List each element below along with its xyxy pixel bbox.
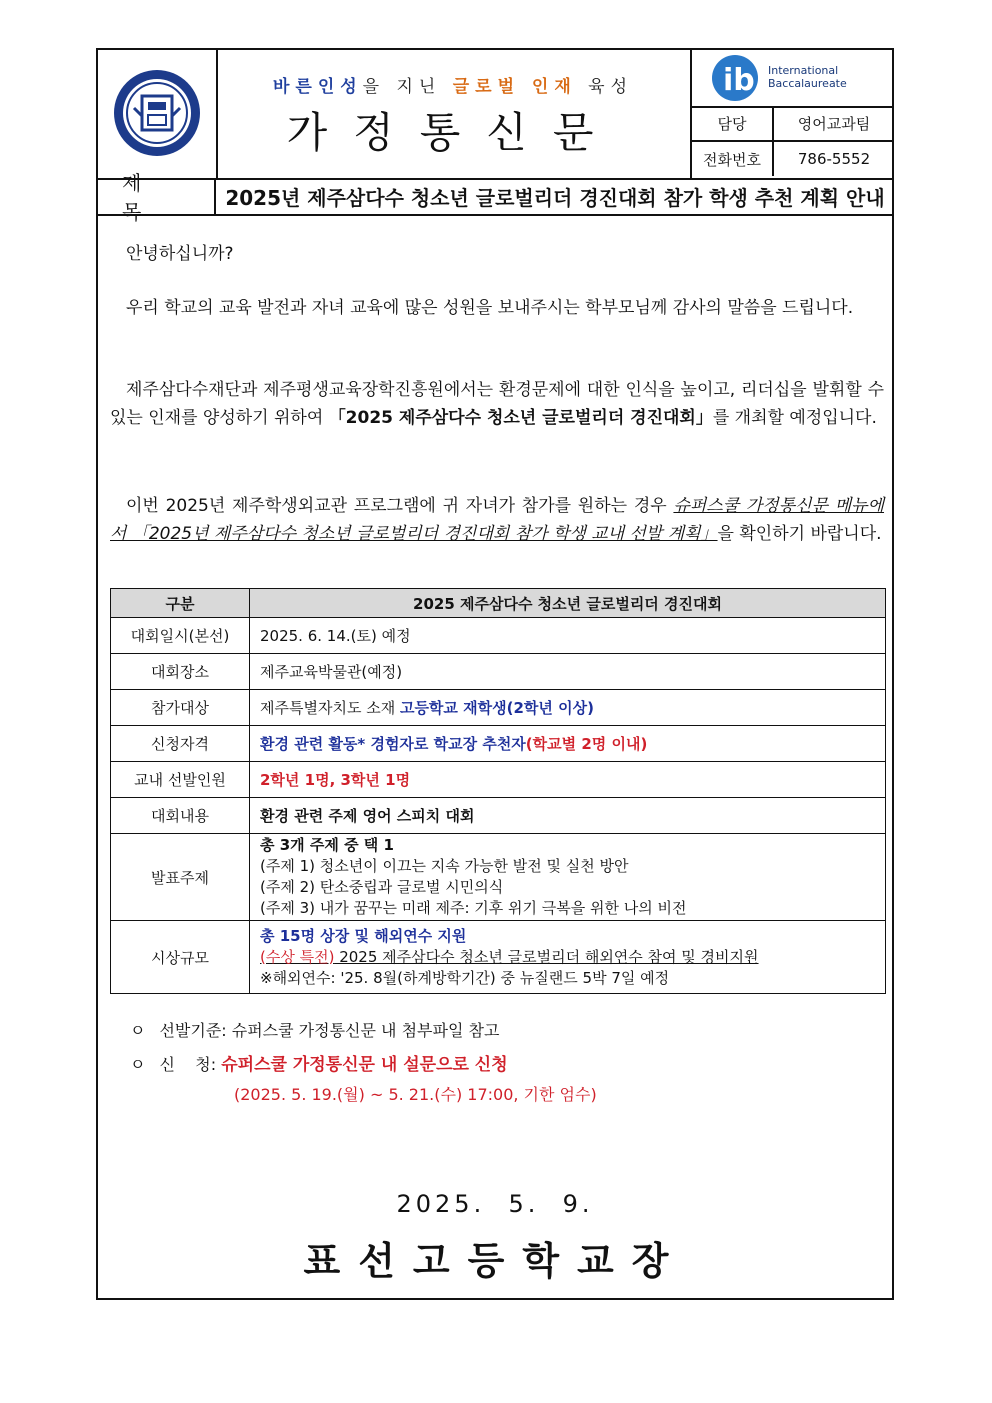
paragraph-3 <box>110 492 884 548</box>
subject-row <box>98 171 892 224</box>
prize-line-a: (수상 특전) <box>260 947 335 966</box>
qualification-text-b: (학교별 2명 이내) <box>525 735 648 753</box>
paragraph-3-text-c: 을 확인하기 바랍니다. <box>717 524 882 544</box>
table-row <box>111 921 886 994</box>
row-key-target: 참가대상 <box>111 690 250 726</box>
document-frame <box>96 48 894 1300</box>
table-row <box>111 762 886 798</box>
bullet-icon: ㅇ <box>130 1055 146 1074</box>
bullet-icon: ㅇ <box>130 1021 146 1040</box>
school-seal-icon <box>112 68 202 158</box>
table-row <box>111 798 886 834</box>
apply-label: 신 청: <box>159 1055 217 1074</box>
svg-text:ib: ib <box>723 63 755 98</box>
paragraph-2-text-c: 를 개최할 예정입니다. <box>712 408 877 428</box>
row-key-selection: 교내 선발인원 <box>111 762 250 798</box>
row-key-prize: 시상규모 <box>111 921 250 994</box>
target-text-a: 제주특별자치도 소재 <box>260 699 400 717</box>
criteria-note <box>130 1018 499 1041</box>
ib-logo <box>692 50 894 108</box>
ib-logo-line1: International <box>768 64 839 77</box>
signature: 표선고등학교장 <box>303 1239 687 1283</box>
subject-text: 2025년 제주삼다수 청소년 글로벌리더 경진대회 참가 학생 추천 계획 안내 <box>225 185 885 210</box>
ib-logo-icon <box>706 54 764 102</box>
row-key-content: 대회내용 <box>111 798 250 834</box>
target-text-b: 고등학교 재학생(2학년 이상) <box>399 699 594 717</box>
slogan <box>216 72 690 97</box>
manager-label: 담당 <box>692 106 774 142</box>
paragraph-2-event-name: 「2025 제주삼다수 청소년 글로벌리더 경진대회」 <box>328 408 713 428</box>
apply-note <box>130 1050 508 1075</box>
prize-head: 총 15명 상장 및 해외연수 지원 <box>260 926 467 945</box>
row-val-place: 제주교육박물관(예정) <box>250 654 886 690</box>
table-row <box>111 834 886 921</box>
row-key-date: 대회일시(본선) <box>111 618 250 654</box>
slogan-part-2: 을 지닌 <box>362 77 453 97</box>
criteria-text: 선발기준: 슈퍼스쿨 가정통신문 내 첨부파일 참고 <box>159 1021 500 1040</box>
row-val-content: 환경 관련 주제 영어 스피치 대회 <box>250 798 886 834</box>
prize-line <box>260 947 875 968</box>
contact-cell <box>690 50 894 178</box>
info-table <box>110 588 886 994</box>
school-logo-cell <box>98 50 218 178</box>
topic-head: 총 3개 주제 중 택 1 <box>260 836 394 854</box>
prize-line-b: 2025 제주삼다수 청소년 글로벌리더 해외연수 참여 및 경비지원 <box>334 947 759 966</box>
table-header-key: 구분 <box>111 589 250 618</box>
qualification-text-a: 환경 관련 활동* 경험자로 학교장 추천자 <box>260 735 526 753</box>
topic-2: (주제 2) 탄소중립과 글로벌 시민의식 <box>260 878 504 896</box>
table-row <box>111 726 886 762</box>
title-cell <box>216 50 690 178</box>
row-val-target <box>250 690 886 726</box>
row-val-topic <box>250 834 886 921</box>
topic-3: (주제 3) 내가 꿈꾸는 미래 제주: 기후 위기 극복을 위한 나의 비전 <box>260 899 687 917</box>
row-key-place: 대회장소 <box>111 654 250 690</box>
row-val-date: 2025. 6. 14.(토) 예정 <box>250 618 886 654</box>
ib-logo-line2: Baccalaureate <box>768 77 847 90</box>
apply-value: 슈퍼스쿨 가정통신문 내 설문으로 신청 <box>221 1055 508 1075</box>
topic-1: (주제 1) 청소년이 이끄는 지속 가능한 발전 및 실천 방안 <box>260 857 629 875</box>
paragraph-1-text: 우리 학교의 교육 발전과 자녀 교육에 많은 성원을 보내주시는 학부모님께 감사의 말씀을 드립니다. <box>126 298 854 318</box>
phone-label: 전화번호 <box>692 142 774 176</box>
row-val-qualification <box>250 726 886 762</box>
row-val-prize <box>250 921 886 994</box>
slogan-part-1: 바른인성 <box>272 77 363 97</box>
paragraph-3-text-a: 이번 2025년 제주학생외교관 프로그램에 귀 자녀가 참가를 원하는 경우 <box>126 496 674 516</box>
document-title: 가정통신문 <box>286 108 620 157</box>
table-row <box>111 690 886 726</box>
row-key-qualification: 신청자격 <box>111 726 250 762</box>
table-row <box>111 654 886 690</box>
phone-value: 786-5552 <box>797 150 871 168</box>
slogan-part-3: 글로벌 인재 <box>452 77 577 97</box>
slogan-part-4: 육성 <box>576 77 634 97</box>
manager-value: 영어교과팀 <box>774 106 894 142</box>
subject-label: 제목 <box>98 178 216 214</box>
prize-note: ※해외연수: '25. 8월(하계방학기간) 중 뉴질랜드 5박 7일 예정 <box>260 968 670 987</box>
header <box>98 50 892 180</box>
issue-date: 2025. 5. 9. <box>396 1190 594 1218</box>
paragraph-1 <box>110 294 884 322</box>
apply-period: (2025. 5. 19.(월) ~ 5. 21.(수) 17:00, 기한 엄수) <box>234 1085 597 1104</box>
table-header-row <box>111 589 886 618</box>
paragraph-3-menu-link[interactable]: 슈퍼스쿨 가정통신문 메뉴에서 「2025년 제주삼다수 청소년 글로벌리더 경진대회 참가 학생 교내 선발 계획」 <box>110 496 885 544</box>
table-header-value: 2025 제주삼다수 청소년 글로벌리더 경진대회 <box>250 589 886 618</box>
greeting <box>110 240 884 268</box>
paragraph-2-text-a: 제주삼다수재단과 제주평생교육장학진흥원에서는 환경문제에 대한 인식을 높이고, 리더십을 발휘할 수 있는 인재를 양성하기 위하여 <box>110 380 884 428</box>
table-row <box>111 618 886 654</box>
row-key-topic: 발표주제 <box>111 834 250 921</box>
row-val-selection: 2학년 1명, 3학년 1명 <box>250 762 886 798</box>
paragraph-2 <box>110 376 884 432</box>
greeting-text: 안녕하십니까? <box>126 244 234 264</box>
